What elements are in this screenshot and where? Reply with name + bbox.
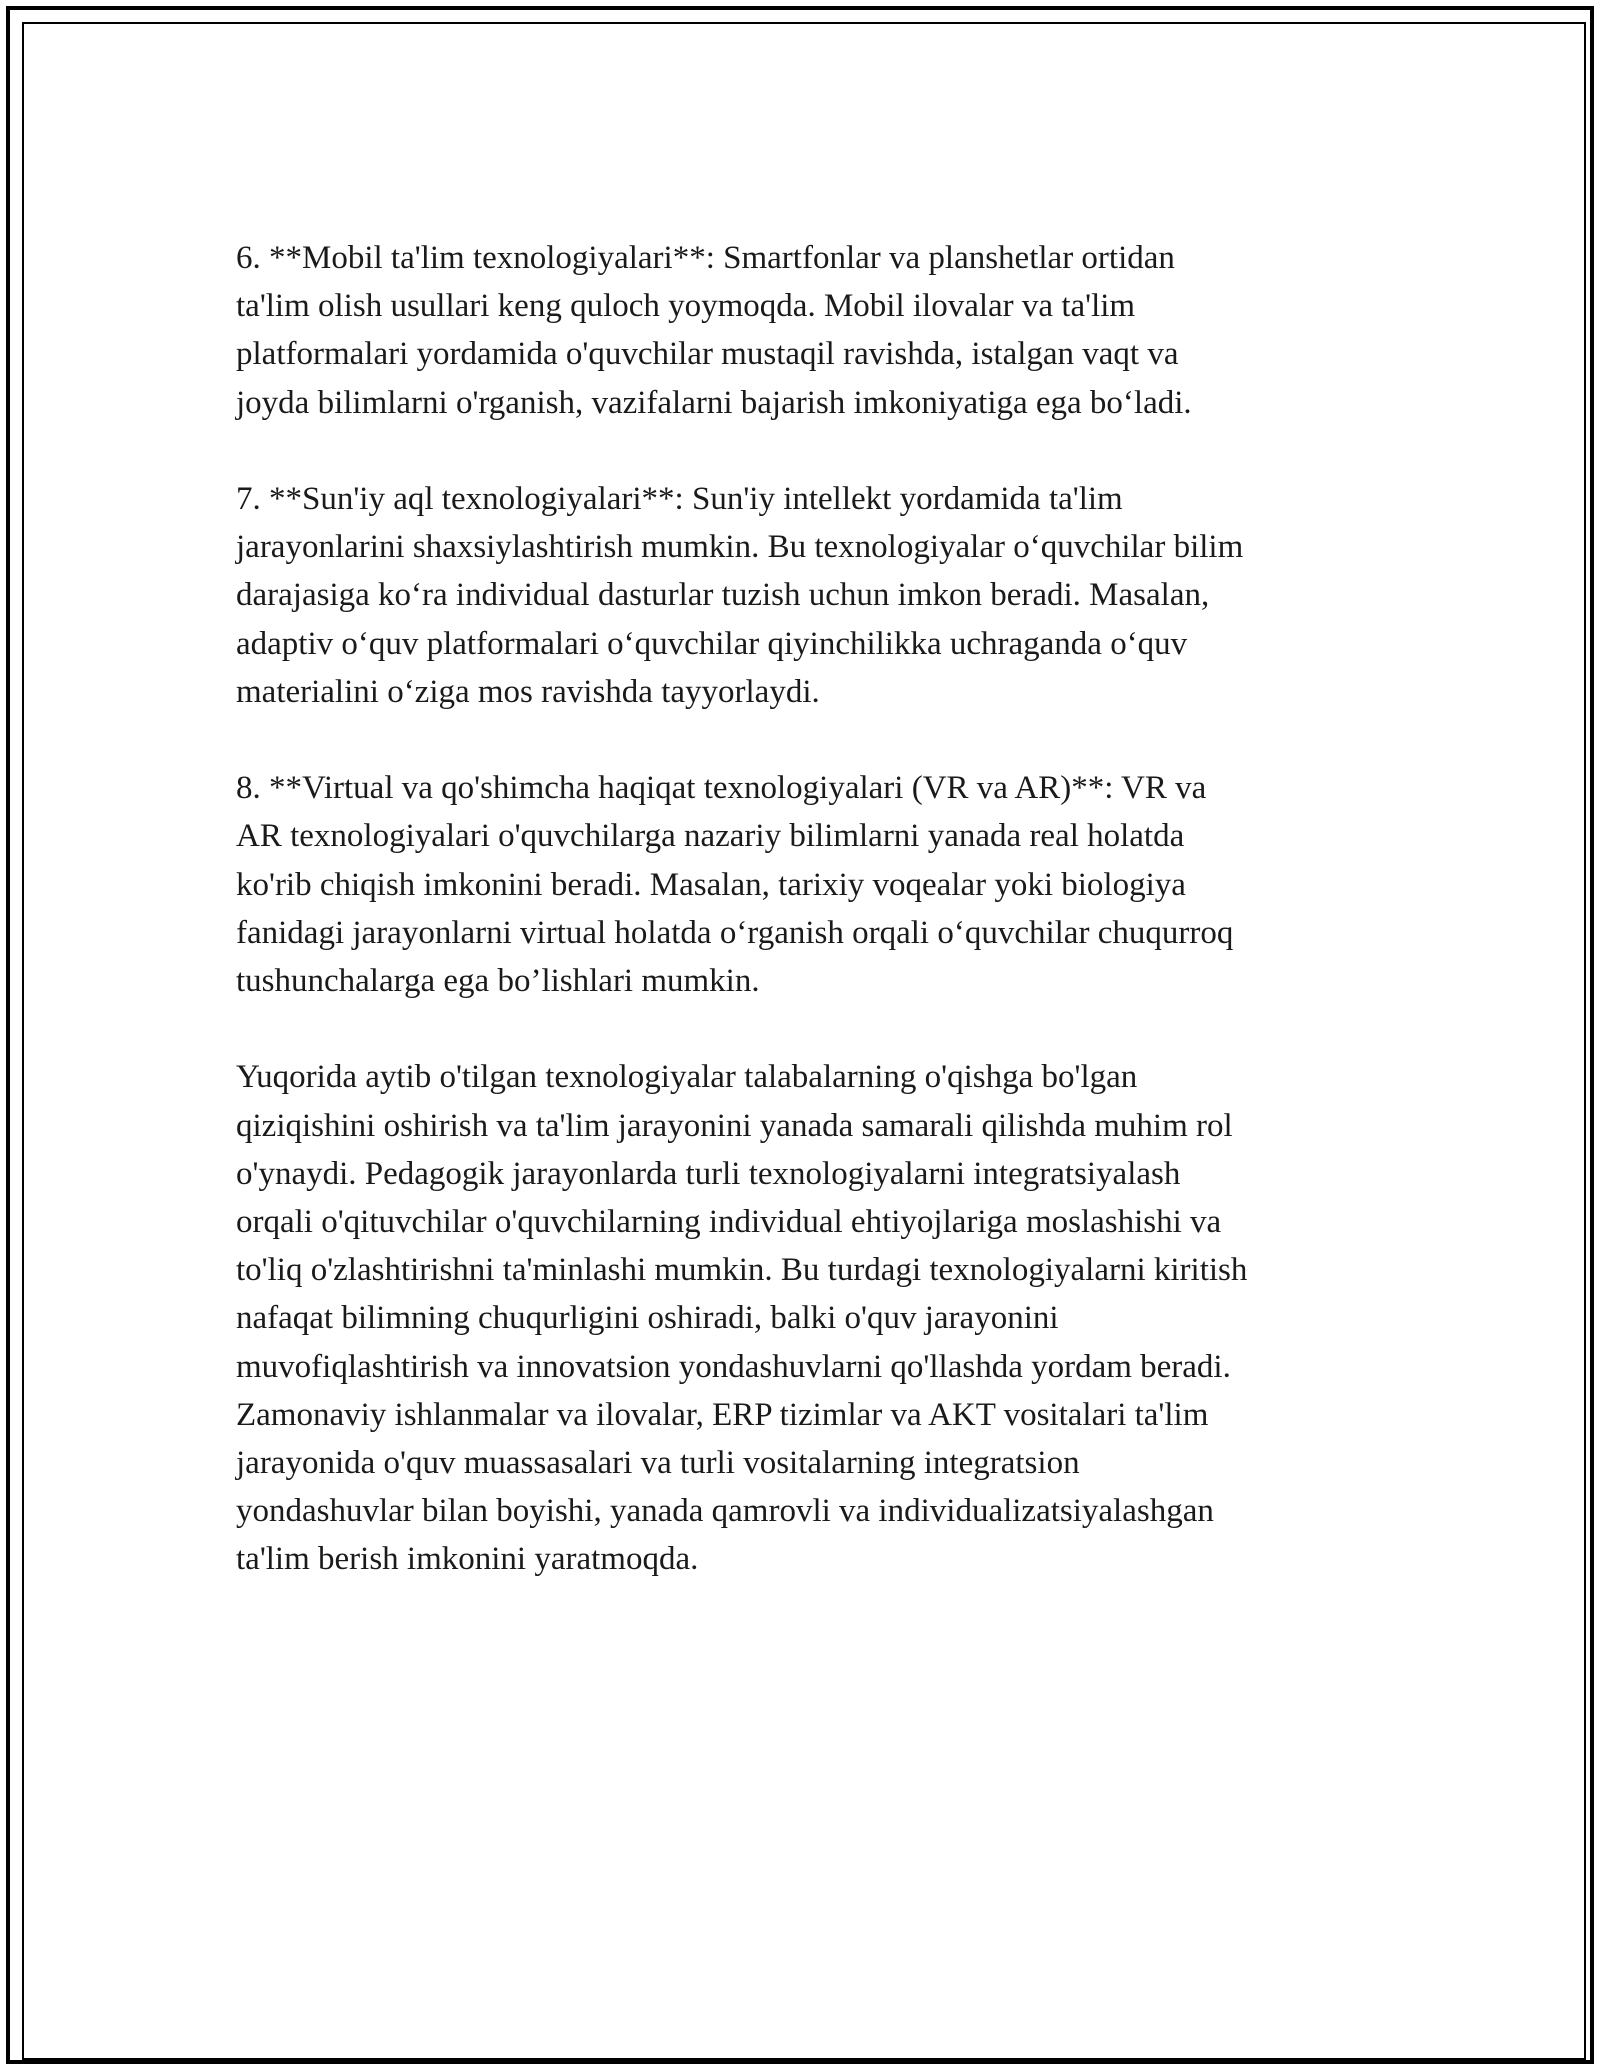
text-line: darajasiga ko‘ra individual dasturlar tuzish uchun imkon beradi. Masalan, — [236, 577, 1210, 614]
text-line: joyda bilimlarni o'rganish, vazifalarni bajarish imkoniyatiga ega bo‘ladi. — [236, 384, 1192, 421]
text-line: ko'rib chiqish imkonini beradi. Masalan, tarixiy voqealar yoki biologiya — [236, 866, 1186, 903]
text-line: jarayonida o'quv muassasalari va turli vositalarning integratsion — [236, 1445, 1080, 1482]
text-line: qiziqishini oshirish va ta'lim jarayonini yanada samarali qilishda muhim rol — [236, 1107, 1233, 1144]
text-line: fanidagi jarayonlarni virtual holatda o‘rganish orqali o‘quvchilar chuqurroq — [236, 914, 1234, 951]
text-line: nafaqat bilimning chuqurligini oshiradi, balki o'quv jarayonini — [236, 1300, 1059, 1337]
text-line: ta'lim olish usullari keng quloch yoymoqda. Mobil ilovalar va ta'lim — [236, 288, 1136, 325]
text-line: tushunchalarga ega bo’lishlari mumkin. — [236, 963, 760, 1000]
text-line: orqali o'qituvchilar o'quvchilarning individual ehtiyojlariga moslashishi va — [236, 1204, 1222, 1241]
paragraph-vr-ar — [236, 764, 1386, 1005]
document-body — [236, 234, 1386, 1632]
paragraph-mobile-learning — [236, 234, 1386, 427]
text-line: AR texnologiyalari o'quvchilarga nazariy bilimlarni yanada real holatda — [236, 818, 1185, 855]
text-line: materialini o‘ziga mos ravishda tayyorlaydi. — [236, 673, 820, 710]
text-line: jarayonlarini shaxsiylashtirish mumkin. Bu texnologiyalar o‘quvchilar bilim — [236, 529, 1244, 566]
paragraph-conclusion — [236, 1053, 1386, 1583]
text-line: 6. **Mobil ta'lim texnologiyalari**: Smartfonlar va planshetlar ortidan — [236, 240, 1175, 276]
text-line: 7. **Sun'iy aql texnologiyalari**: Sun'iy intellekt yordamida ta'lim — [236, 481, 1123, 517]
text-line: adaptiv o‘quv platformalari o‘quvchilar qiyinchilikka uchraganda o‘quv — [236, 625, 1188, 662]
text-line: ta'lim berish imkonini yaratmoqda. — [236, 1541, 699, 1578]
text-line: platformalari yordamida o'quvchilar mustaqil ravishda, istalgan vaqt va — [236, 336, 1179, 373]
text-line: muvofiqlashtirish va innovatsion yondashuvlarni qo'llashda yordam beradi. — [236, 1348, 1231, 1385]
text-line: to'liq o'zlashtirishni ta'minlashi mumkin. Bu turdagi texnologiyalarni kiritish — [236, 1252, 1248, 1289]
text-line: Zamonaviy ishlanmalar va ilovalar, ERP tizimlar va AKT vositalari ta'lim — [236, 1396, 1209, 1433]
text-line: yondashuvlar bilan boyishi, yanada qamrovli va individualizatsiyalashgan — [236, 1493, 1214, 1530]
text-line: 8. **Virtual va qo'shimcha haqiqat texnologiyalari (VR va AR)**: VR va — [236, 770, 1207, 807]
text-line: o'ynaydi. Pedagogik jarayonlarda turli texnologiyalarni integratsiyalash — [236, 1155, 1181, 1192]
text-line: Yuqorida aytib o'tilgan texnologiyalar talabalarning o'qishga bo'lgan — [236, 1059, 1138, 1096]
paragraph-ai — [236, 475, 1386, 716]
